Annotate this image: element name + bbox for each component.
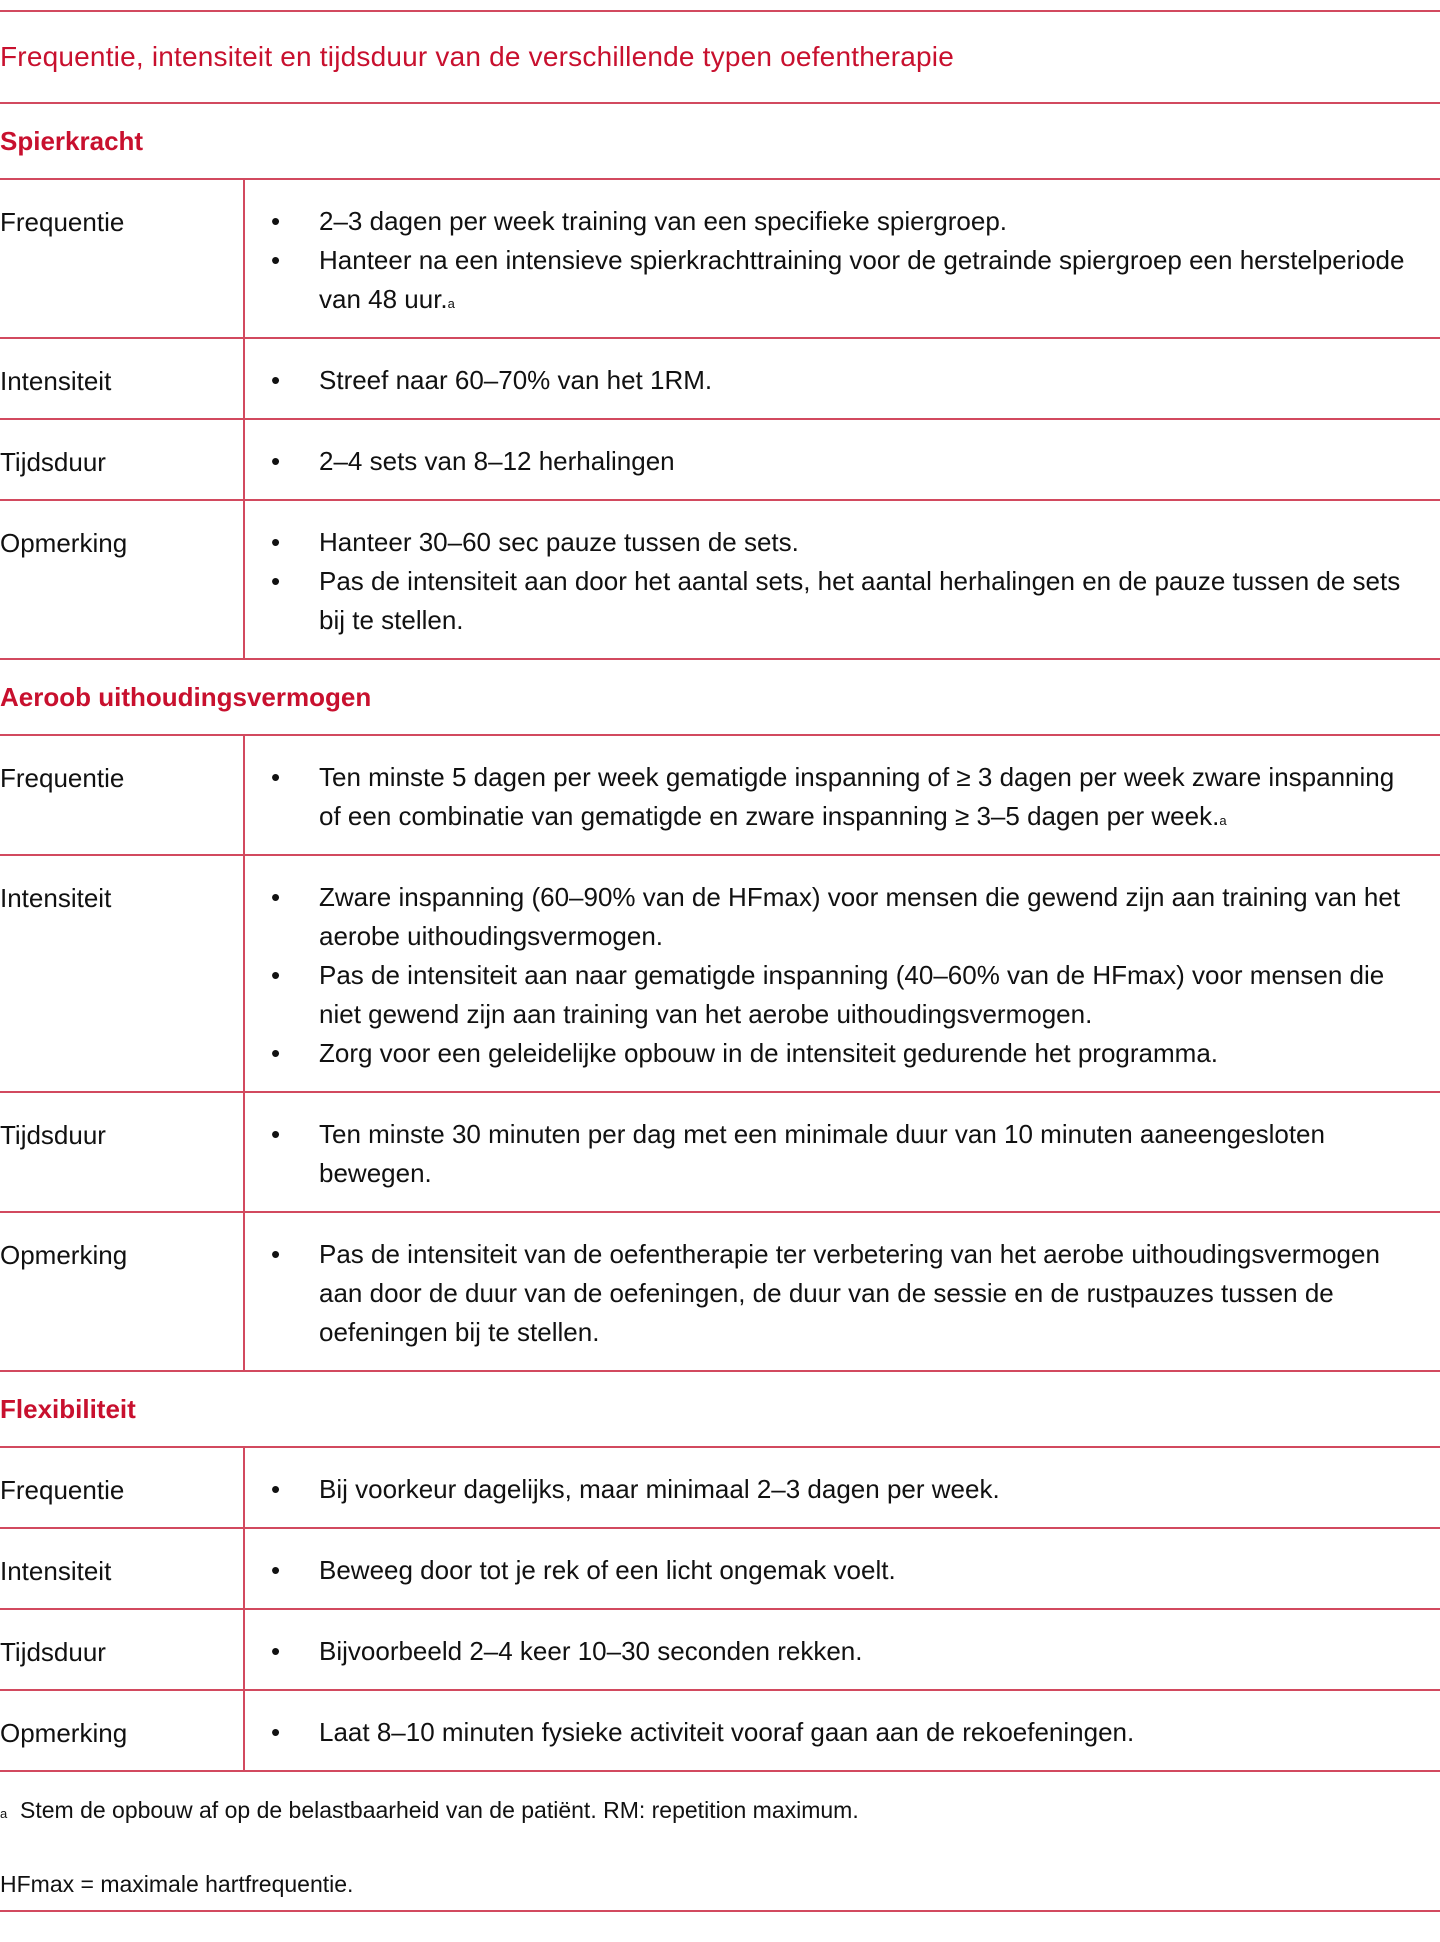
list-item [245, 1713, 1440, 1752]
bullet-icon: • [271, 762, 281, 792]
list-item-text [319, 758, 1440, 836]
row-label: Opmerking [0, 1691, 245, 1770]
bullet-text: Ten minste 5 dagen per week gematigde inspanning of ≥ 3 dagen per week zware inspanning of een combinatie van gematigde en zware inspanning ≥ 3–5 dagen per week. [319, 762, 1395, 831]
footnote-ref: a [1219, 813, 1227, 828]
bullet-icon: • [271, 1717, 281, 1747]
row-content [245, 501, 1440, 658]
list-item [245, 361, 1440, 400]
list-item [245, 878, 1440, 956]
table-row [0, 854, 1440, 1091]
bullet-text: Beweeg door tot je rek of een licht ongemak voelt. [319, 1555, 896, 1585]
footnote-a [0, 1794, 1440, 1826]
bullet-text: Zware inspanning (60–90% van de HFmax) voor mensen die gewend zijn aan training van het aerobe uithoudingsvermogen. [319, 882, 1401, 951]
bullet-icon: • [271, 446, 281, 476]
list-item-text [319, 1034, 1440, 1073]
list-item-text [319, 878, 1440, 956]
bullet-icon: • [271, 527, 281, 557]
list-item [245, 1470, 1440, 1509]
list-item-text [319, 1713, 1440, 1752]
list-item [245, 562, 1440, 640]
table-row [0, 418, 1440, 499]
row-content [245, 1448, 1440, 1527]
footnote-ref: a [447, 296, 455, 311]
row-content [245, 180, 1440, 337]
table-row [0, 1689, 1440, 1770]
row-label: Opmerking [0, 501, 245, 658]
row-content [245, 1610, 1440, 1689]
bullet-text: Pas de intensiteit aan naar gematigde inspanning (40–60% van de HFmax) voor mensen die niet gewend zijn aan training van het aerobe uithoudingsvermogen. [319, 960, 1385, 1029]
footnote-a-marker: a [0, 1806, 8, 1821]
bullet-icon: • [271, 1119, 281, 1149]
row-label: Intensiteit [0, 1529, 245, 1608]
list-item [245, 956, 1440, 1034]
bullet-icon: • [271, 960, 281, 990]
bullet-text: Ten minste 30 minuten per dag met een minimale duur van 10 minuten aaneengesloten bewegen. [319, 1119, 1325, 1188]
table-footnotes [0, 1770, 1440, 1900]
row-label: Tijdsduur [0, 1093, 245, 1211]
list-item-text [319, 956, 1440, 1034]
table-row [0, 178, 1440, 337]
bullet-icon: • [271, 882, 281, 912]
bullet-text: 2–3 dagen per week training van een specifieke spiergroep. [319, 206, 1008, 236]
list-item [245, 758, 1440, 836]
bullet-icon: • [271, 1038, 281, 1068]
bullet-icon: • [271, 1636, 281, 1666]
bullet-icon: • [271, 365, 281, 395]
bullet-icon: • [271, 206, 281, 236]
row-label: Frequentie [0, 180, 245, 337]
row-content [245, 1691, 1440, 1770]
row-label: Opmerking [0, 1213, 245, 1370]
bottom-rule [0, 1910, 1440, 1912]
table-title: Frequentie, intensiteit en tijdsduur van de verschillende typen oefentherapie [0, 10, 1440, 102]
bullet-text: Bijvoorbeeld 2–4 keer 10–30 seconden rekken. [319, 1636, 863, 1666]
list-item-text [319, 1551, 1440, 1590]
table-row [0, 1446, 1440, 1527]
row-label: Intensiteit [0, 339, 245, 418]
bullet-text: Laat 8–10 minuten fysieke activiteit vooraf gaan aan de rekoefeningen. [319, 1717, 1135, 1747]
bullet-text: Hanteer 30–60 sec pauze tussen de sets. [319, 527, 799, 557]
row-content [245, 1213, 1440, 1370]
section-heading: Spierkracht [0, 102, 1440, 178]
table-body [0, 102, 1440, 1770]
list-item-text [319, 202, 1440, 241]
bullet-text: Hanteer na een intensieve spierkrachttraining voor de getrainde spiergroep een herstelperiode van 48 uur. [319, 245, 1405, 314]
row-content [245, 339, 1440, 418]
bullet-icon: • [271, 245, 281, 275]
bullet-text: 2–4 sets van 8–12 herhalingen [319, 446, 675, 476]
table-row [0, 734, 1440, 854]
list-item-text [319, 1632, 1440, 1671]
list-item [245, 241, 1440, 319]
exercise-therapy-table [0, 10, 1440, 1942]
list-item-text [319, 361, 1440, 400]
list-item [245, 442, 1440, 481]
list-item [245, 1235, 1440, 1352]
bullet-text: Pas de intensiteit aan door het aantal sets, het aantal herhalingen en de pauze tussen de sets bij te stellen. [319, 566, 1401, 635]
footnote-a-text: Stem de opbouw af op de belastbaarheid van de patiënt. RM: repetition maximum. [20, 1797, 859, 1823]
bullet-icon: • [271, 1555, 281, 1585]
list-item-text [319, 1235, 1440, 1352]
table-row [0, 1091, 1440, 1211]
bullet-text: Pas de intensiteit van de oefentherapie ter verbetering van het aerobe uithoudingsvermogen aan door de duur van de oefeningen, de duur van de sessie en de rustpauzes tussen de oefeningen bij te stellen. [319, 1239, 1380, 1347]
list-item-text [319, 1115, 1440, 1193]
list-item [245, 202, 1440, 241]
table-row [0, 1211, 1440, 1370]
row-label: Tijdsduur [0, 420, 245, 499]
footnote-hfmax: HFmax = maximale hartfrequentie. [0, 1871, 354, 1897]
bullet-icon: • [271, 1474, 281, 1504]
row-content [245, 1093, 1440, 1211]
row-label: Frequentie [0, 1448, 245, 1527]
list-item-text [319, 442, 1440, 481]
list-item [245, 1115, 1440, 1193]
bullet-text: Bij voorkeur dagelijks, maar minimaal 2–3 dagen per week. [319, 1474, 1000, 1504]
list-item-text [319, 241, 1440, 319]
table-row [0, 337, 1440, 418]
row-label: Frequentie [0, 736, 245, 854]
list-item [245, 1551, 1440, 1590]
list-item-text [319, 562, 1440, 640]
table-row [0, 499, 1440, 658]
bullet-text: Streef naar 60–70% van het 1RM. [319, 365, 713, 395]
list-item [245, 523, 1440, 562]
row-content [245, 1529, 1440, 1608]
row-label: Tijdsduur [0, 1610, 245, 1689]
list-item [245, 1034, 1440, 1073]
row-content [245, 420, 1440, 499]
bullet-text: Zorg voor een geleidelijke opbouw in de intensiteit gedurende het programma. [319, 1038, 1219, 1068]
table-row [0, 1527, 1440, 1608]
bullet-icon: • [271, 566, 281, 596]
table-row [0, 1608, 1440, 1689]
row-label: Intensiteit [0, 856, 245, 1091]
row-content [245, 736, 1440, 854]
list-item-text [319, 523, 1440, 562]
row-content [245, 856, 1440, 1091]
section-heading: Aeroob uithoudingsvermogen [0, 658, 1440, 734]
list-item-text [319, 1470, 1440, 1509]
list-item [245, 1632, 1440, 1671]
section-heading: Flexibiliteit [0, 1370, 1440, 1446]
bullet-icon: • [271, 1239, 281, 1269]
